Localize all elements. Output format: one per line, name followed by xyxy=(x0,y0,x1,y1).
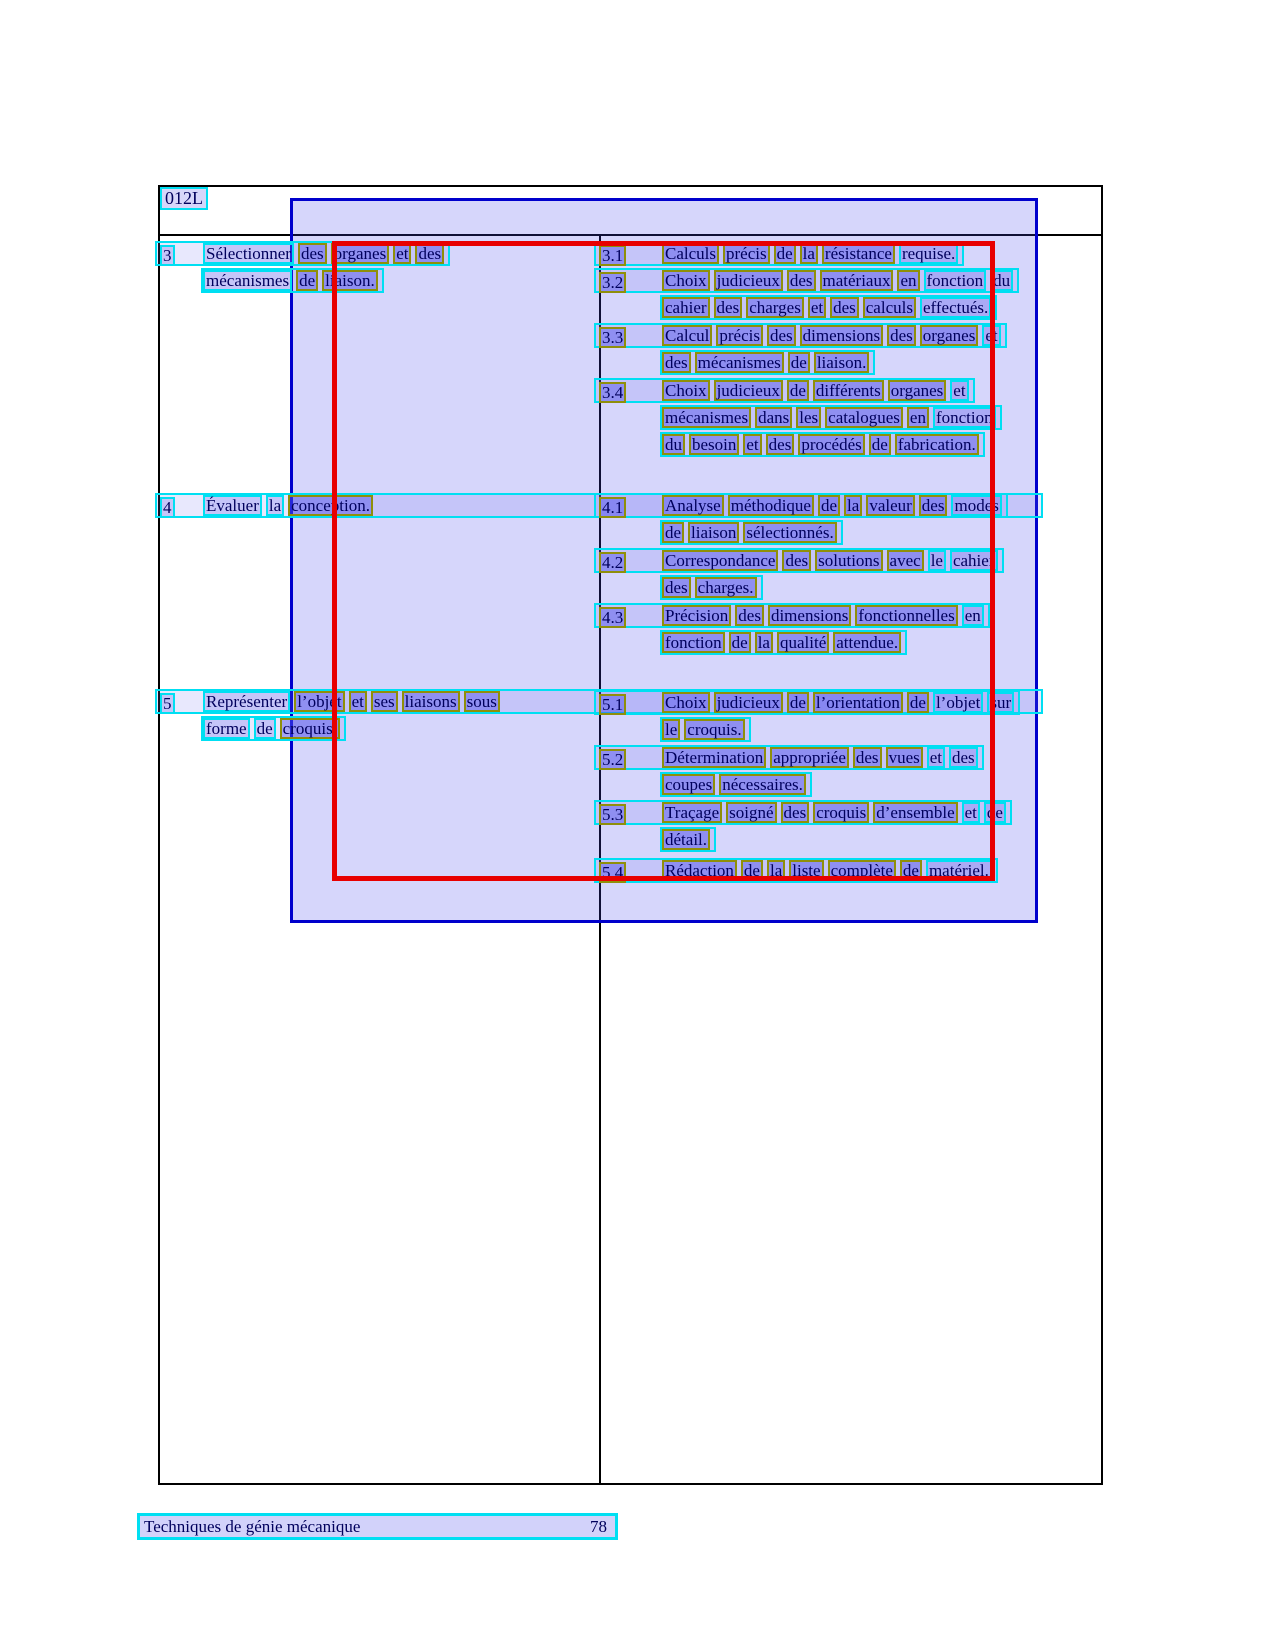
word-highlight: d’ensemble xyxy=(873,802,957,823)
word-highlight: et xyxy=(349,691,367,712)
word-highlight: de xyxy=(900,860,922,881)
word-highlight: ses xyxy=(371,691,398,712)
objective-number: 3 xyxy=(160,245,175,266)
word-highlight: avec xyxy=(887,550,924,571)
word-highlight: de xyxy=(869,434,891,455)
word-highlight: des xyxy=(714,297,743,318)
word-highlight: organes xyxy=(888,380,947,401)
word-highlight: et xyxy=(962,802,980,823)
word-highlight: sous xyxy=(464,691,500,712)
word-highlight: croquis. xyxy=(684,719,744,740)
word-highlight: des xyxy=(767,325,796,346)
criterion-number: 5.3 xyxy=(599,804,626,825)
word-highlight: des xyxy=(782,550,811,571)
word-highlight: des xyxy=(766,434,795,455)
word-highlight: de xyxy=(787,380,809,401)
word-highlight: des xyxy=(887,325,916,346)
word-highlight: Choix xyxy=(662,270,710,291)
word-highlight: résistance xyxy=(822,243,895,264)
word-highlight: et xyxy=(982,325,1000,346)
word-highlight: Détermination xyxy=(662,747,766,768)
word-highlight: vues xyxy=(886,747,923,768)
word-highlight: des xyxy=(662,577,691,598)
header-code: 012L xyxy=(160,187,208,210)
word-highlight: Évaluer xyxy=(203,495,262,516)
word-highlight: dans xyxy=(755,407,792,428)
word-highlight: organes xyxy=(920,325,979,346)
word-highlight: détail. xyxy=(662,829,710,850)
word-highlight: coupes xyxy=(662,774,715,795)
objective-line-highlight xyxy=(201,716,346,741)
criterion-number: 5.2 xyxy=(599,749,626,770)
word-highlight: et xyxy=(743,434,761,455)
word-highlight: conception. xyxy=(288,495,373,516)
word-highlight: la xyxy=(755,632,773,653)
criterion-number: 4.3 xyxy=(599,607,626,628)
footer-page-number: 78 xyxy=(590,1516,607,1536)
criterion-number: 3.4 xyxy=(599,382,626,403)
word-highlight: calculs xyxy=(863,297,916,318)
word-highlight: méthodique xyxy=(728,495,814,516)
word-highlight: en xyxy=(897,270,919,291)
criterion-number: 3.1 xyxy=(599,245,626,266)
word-highlight: de xyxy=(787,692,809,713)
word-highlight: besoin xyxy=(689,434,739,455)
word-highlight: fonction xyxy=(924,270,987,291)
word-highlight: procédés xyxy=(798,434,864,455)
word-highlight: Traçage xyxy=(662,802,722,823)
word-highlight: de xyxy=(788,352,810,373)
criterion-number: 5.1 xyxy=(599,694,626,715)
word-highlight: judicieux xyxy=(714,270,783,291)
word-highlight: complète xyxy=(828,860,896,881)
word-highlight: mécanismes xyxy=(695,352,784,373)
criterion-number: 4.1 xyxy=(599,497,626,518)
word-highlight: catalogues xyxy=(825,407,903,428)
word-highlight: sélectionnés. xyxy=(743,522,836,543)
word-highlight: des xyxy=(787,270,816,291)
word-highlight: attendue. xyxy=(833,632,901,653)
word-highlight: Calcul xyxy=(662,325,712,346)
word-highlight: charges. xyxy=(695,577,757,598)
word-highlight: l’objet xyxy=(294,691,344,712)
word-highlight: liaison xyxy=(688,522,739,543)
objective-number: 5 xyxy=(160,693,175,714)
word-highlight: liaisons xyxy=(402,691,460,712)
footer-title: Techniques de génie mécanique xyxy=(144,1516,361,1536)
word-highlight: matériaux xyxy=(820,270,894,291)
word-highlight: judicieux xyxy=(714,692,783,713)
word-highlight: l’orientation xyxy=(813,692,903,713)
word-highlight: la xyxy=(844,495,862,516)
word-highlight: et xyxy=(393,243,411,264)
word-highlight: mécanismes xyxy=(203,270,292,291)
word-highlight: soigné xyxy=(726,802,776,823)
word-highlight: Précision xyxy=(662,605,731,626)
word-highlight: cahier xyxy=(950,550,998,571)
word-highlight: matériel. xyxy=(926,860,992,881)
word-highlight: de xyxy=(729,632,751,653)
criterion-number: 5.4 xyxy=(599,862,626,883)
word-highlight: précis xyxy=(723,243,770,264)
word-highlight: de xyxy=(774,243,796,264)
word-highlight: Sélectionner xyxy=(203,243,294,264)
word-highlight: des xyxy=(853,747,882,768)
word-highlight: des xyxy=(415,243,444,264)
word-highlight: de xyxy=(662,522,684,543)
word-highlight: de xyxy=(254,718,276,739)
word-highlight: Calculs xyxy=(662,243,719,264)
word-highlight: des xyxy=(781,802,810,823)
word-highlight: Représenter xyxy=(203,691,290,712)
word-highlight: Analyse xyxy=(662,495,724,516)
word-highlight: de xyxy=(741,860,763,881)
word-highlight: des xyxy=(919,495,948,516)
word-highlight: de xyxy=(907,692,929,713)
word-highlight: fonction xyxy=(662,632,725,653)
word-highlight: requise. xyxy=(899,243,958,264)
word-highlight: et xyxy=(950,380,968,401)
word-highlight: solutions xyxy=(815,550,882,571)
word-highlight: organes xyxy=(331,243,390,264)
page-footer xyxy=(137,1513,618,1540)
word-highlight: liaison. xyxy=(814,352,870,373)
word-highlight: qualité xyxy=(777,632,829,653)
word-highlight: modes xyxy=(951,495,1001,516)
word-highlight: fonctionnelles xyxy=(855,605,957,626)
word-highlight: des xyxy=(830,297,859,318)
word-highlight: du xyxy=(990,270,1013,291)
criterion-number: 4.2 xyxy=(599,552,626,573)
word-highlight: des xyxy=(662,352,691,373)
red-annotation-box xyxy=(332,241,995,881)
word-highlight: de xyxy=(984,802,1006,823)
word-highlight: précis xyxy=(716,325,763,346)
word-highlight: nécessaires. xyxy=(719,774,806,795)
word-highlight: différents xyxy=(813,380,884,401)
word-highlight: et xyxy=(927,747,945,768)
word-highlight: la xyxy=(266,495,284,516)
word-highlight: forme xyxy=(203,718,250,739)
word-highlight: effectués. xyxy=(920,297,991,318)
word-highlight: le xyxy=(928,550,946,571)
word-highlight: les xyxy=(796,407,821,428)
word-highlight: dimensions xyxy=(768,605,851,626)
criterion-number: 3.3 xyxy=(599,327,626,348)
word-highlight: Choix xyxy=(662,380,710,401)
word-highlight: l’objet xyxy=(933,692,983,713)
word-highlight: le xyxy=(662,719,680,740)
word-highlight: des xyxy=(735,605,764,626)
word-highlight: de xyxy=(296,270,318,291)
word-highlight: fonction xyxy=(933,407,996,428)
word-highlight: valeur xyxy=(866,495,914,516)
word-highlight: cahier xyxy=(662,297,710,318)
word-highlight: Correspondance xyxy=(662,550,778,571)
word-highlight: sur xyxy=(987,692,1014,713)
word-highlight: la xyxy=(800,243,818,264)
word-highlight: liaison. xyxy=(322,270,378,291)
word-highlight: des xyxy=(298,243,327,264)
word-highlight: en xyxy=(907,407,929,428)
word-highlight: appropriée xyxy=(770,747,849,768)
word-highlight: judicieux xyxy=(714,380,783,401)
word-highlight: en xyxy=(962,605,984,626)
word-highlight: croquis. xyxy=(280,718,340,739)
word-highlight: et xyxy=(808,297,826,318)
word-highlight: liste xyxy=(789,860,823,881)
criterion-number: 3.2 xyxy=(599,272,626,293)
word-highlight: des xyxy=(949,747,978,768)
word-highlight: fabrication. xyxy=(895,434,979,455)
word-highlight: la xyxy=(767,860,785,881)
word-highlight: Choix xyxy=(662,692,710,713)
word-highlight: charges xyxy=(746,297,804,318)
word-highlight: mécanismes xyxy=(662,407,751,428)
word-highlight: dimensions xyxy=(800,325,883,346)
word-highlight: de xyxy=(818,495,840,516)
word-highlight: croquis xyxy=(813,802,869,823)
word-highlight: du xyxy=(662,434,685,455)
objective-number: 4 xyxy=(160,497,175,518)
word-highlight: Rédaction xyxy=(662,860,737,881)
